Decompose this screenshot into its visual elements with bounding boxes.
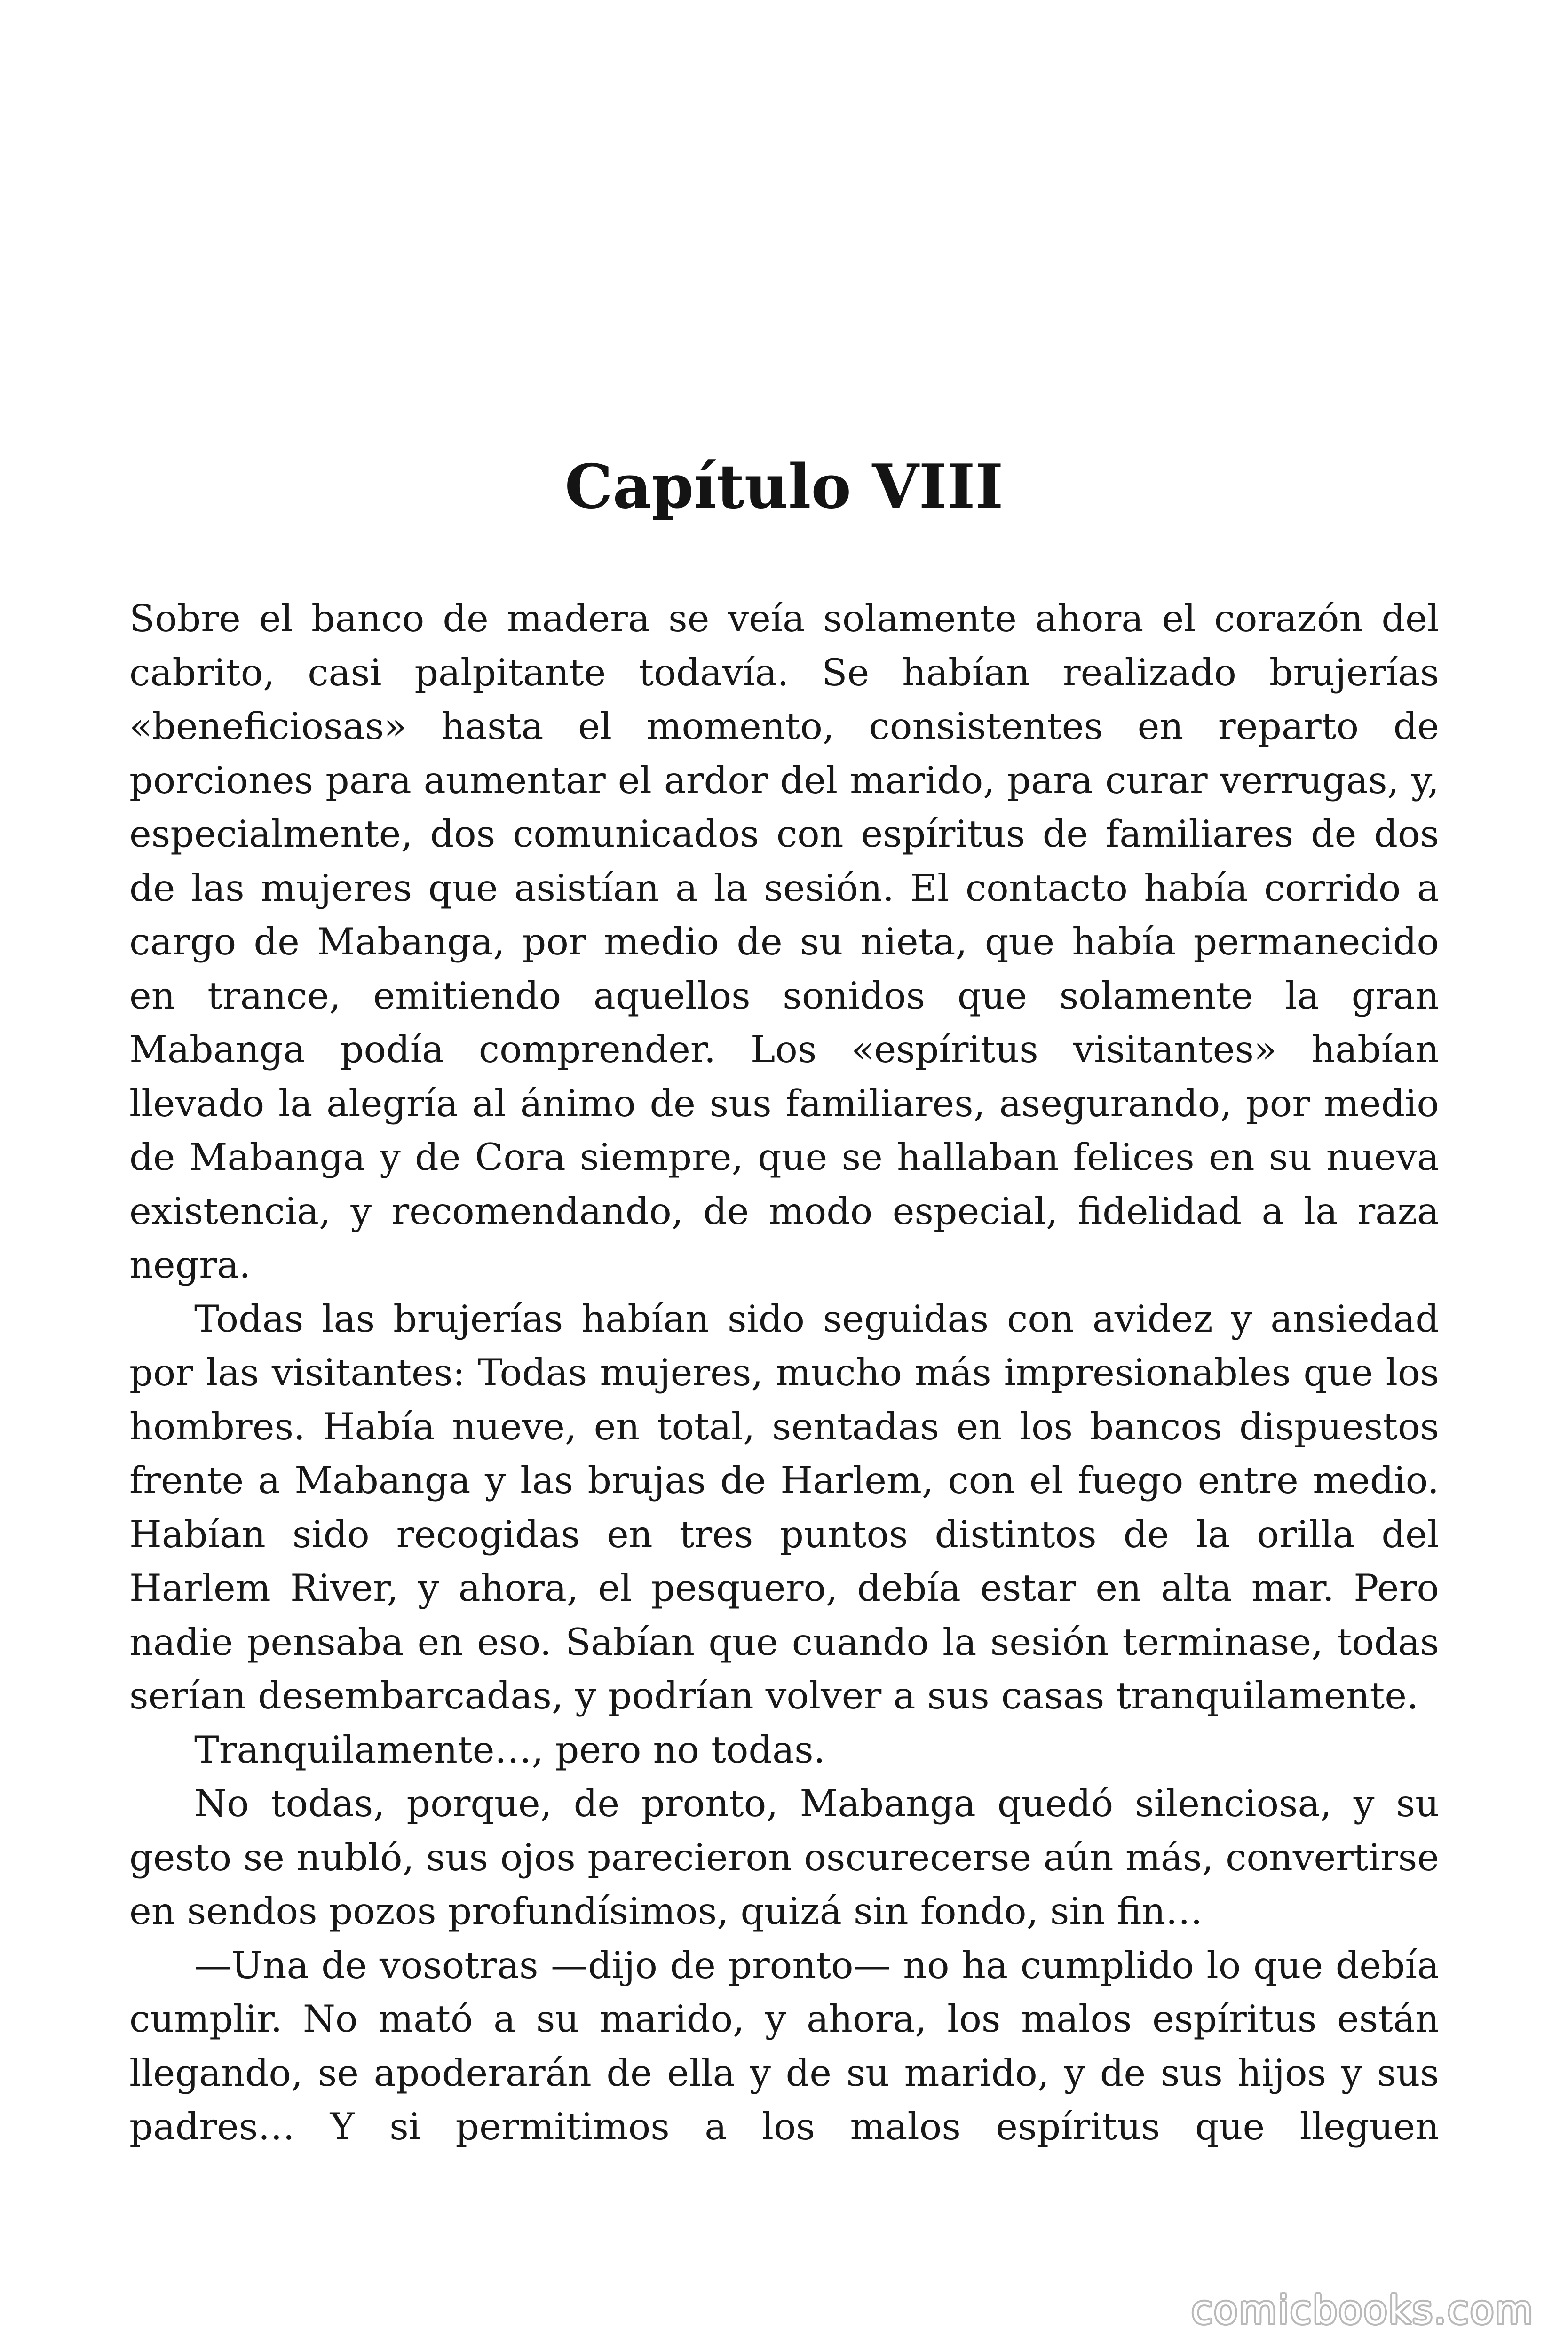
watermark: comicbooks.com <box>1191 2288 1534 2333</box>
paragraph-3: Tranquilamente…, pero no todas. <box>194 1728 825 1772</box>
chapter-title: Capítulo VIII <box>564 452 1004 522</box>
paragraph-2: Todas las brujerías habían sido seguidas con avidez y ansiedad por las visitantes: Todas mujeres, mucho más impresionables que los hombres. Había nueve, en total, sentadas en los bancos dispuestos frente a Mabanga y las brujas de Harlem, con el fuego entre medio. Habían sido recogidas en tres puntos distintos de la orilla del Harlem River, y ahora, el pesquero, debía estar en alta mar. Pero nadie pensaba en eso. Sabían que cuando la sesión terminase, todas serían desembarcadas, y podrían volver a sus casas tranquilamente. <box>129 1297 1439 1717</box>
chapter-body <box>129 592 1439 2154</box>
paragraph-5: —Una de vosotras —dijo de pronto— no ha cumplido lo que debía cumplir. No mató a su marido, y ahora, los malos espíritus están llegando, se apoderarán de ella y de su marido, y de sus hijos y sus padres… Y si permitimos a los malos espíritus que lleguen <box>129 1943 1439 2148</box>
paragraph-1: Sobre el banco de madera se veía solamente ahora el corazón del cabrito, casi palpitante todavía. Se habían realizado brujerías «beneficiosas» hasta el momento, consistentes en reparto de porciones para aumentar el ardor del marido, para curar verrugas, y, especialmente, dos comunicados con espíritus de familiares de dos de las mujeres que asistían a la sesión. El contacto había corrido a cargo de Mabanga, por medio de su nieta, que había permanecido en trance, emitiendo aquellos sonidos que solamente la gran Mabanga podía comprender. Los «espíritus visitantes» habían llevado la alegría al ánimo de sus familiares, asegurando, por medio de Mabanga y de Cora siempre, que se hallaban felices en su nueva existencia, y recomendando, de modo especial, fidelidad a la raza negra. <box>129 597 1439 1287</box>
paragraph-4: No todas, porque, de pronto, Mabanga quedó silenciosa, y su gesto se nubló, sus ojos parecieron oscurecerse aún más, convertirse en sendos pozos profundísimos, quizá sin fondo, sin fin… <box>129 1782 1439 1933</box>
